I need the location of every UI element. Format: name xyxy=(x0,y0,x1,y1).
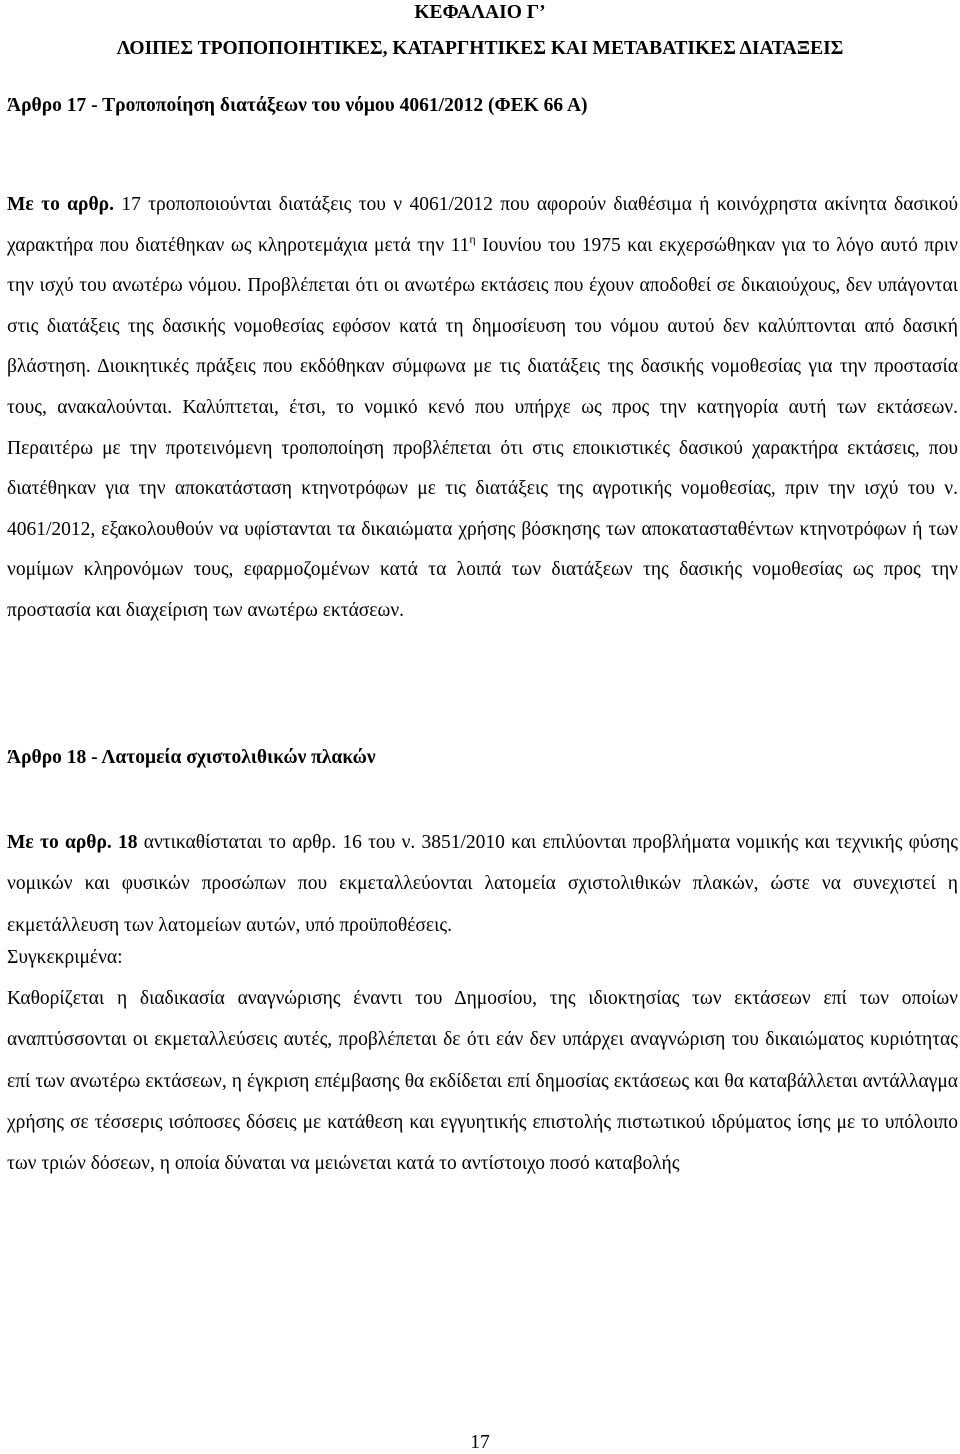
page-number: 17 xyxy=(470,1432,490,1453)
article-17-lead: Με το αρθρ. xyxy=(7,194,114,215)
article-17-text-b: Ιουνίου του 1975 και εκχερσώθηκαν για το λόγο αυτό πριν την ισχύ του ανωτέρω νόμου. Προβλέπεται ότι οι ανωτέρω εκτάσεις που έχουν αποδοθεί σε δικαιούχους, δεν υπάγονται στις διατάξεις της δασικής νομοθεσίας εφόσον κατά τη δημοσίευση του νόμου αυτού δεν καλύπτονται από δασική βλάστηση. Διοικητικές πράξεις που εκδόθηκαν σύμφωνα με τις διατάξεις της δασικής νομοθεσίας για την προστασία τους, ανακαλούνται. Καλύπτεται, έτσι, το νομικό κενό που υπήρχε ως προς την κατηγορία αυτή των εκτάσεων. Περαιτέρω με την προτεινόμενη τροποποίηση προβλέπεται ότι στις εποικιστικές δασικού χαρακτήρα εκτάσεις, που διατέθηκαν για την αποκατάσταση κτηνοτρόφων με τις διατάξεις της αγροτικής νομοθεσίας, πριν την ισχύ του ν. 4061/2012, εξακολουθούν να υφίστανται τα δικαιώματα χρήσης βόσκησης των αποκατασταθέντων κτηνοτρόφων ή των νομίμων κληρονόμων τους, εφαρμοζομένων κατά τα λοιπά των διατάξεων της δασικής νομοθεσίας ως προς την προστασία και διαχείριση των ανωτέρω εκτάσεων. xyxy=(7,234,958,621)
article-17-heading: Άρθρο 17 - Τροποποίηση διατάξεων του νόμου 4061/2012 (ΦΕΚ 66 Α) xyxy=(7,95,588,116)
article-17-body xyxy=(7,185,958,632)
specifically-label: Συγκεκριμένα: xyxy=(7,947,123,968)
chapter-title: ΛΟΙΠΕΣ ΤΡΟΠΟΠΟΙΗΤΙΚΕΣ, ΚΑΤΑΡΓΗΤΙΚΕΣ ΚΑΙ ΜΕΤΑΒΑΤΙΚΕΣ ΔΙΑΤΑΞΕΙΣ xyxy=(116,38,844,59)
article-18-body: Καθορίζεται η διαδικασία αναγνώρισης έναντι του Δημοσίου, της ιδιοκτησίας των εκτάσεων επί των οποίων αναπτύσσονται οι εκμεταλλεύσεις αυτές, προβλέπεται δε ότι εάν δεν υπάρχει αναγνώριση του δικαιώματος κυριότητας επί των ανωτέρω εκτάσεων, η έγκριση επέμβασης θα εκδίδεται επί δημοσίας εκτάσεως και θα καταβάλλεται αντάλλαγμα χρήσης σε τέσσερις ισόποσες δόσεις με κατάθεση και εγγυητικής επιστολής πιστωτικού ιδρύματος ίσης με το υπόλοιπο των τριών δόσεων, η οποία δύναται να μειώνεται κατά το αντίστοιχο ποσό καταβολής xyxy=(7,988,958,1175)
article-17-text-a: 17 τροποποιούνται διατάξεις του ν 4061/2012 που αφορούν διαθέσιμα ή κοινόχρηστα ακίνητα δασικού χαρακτήρα που διατέθηκαν ως κληροτεμάχια μετά την 11 xyxy=(7,194,958,256)
ordinal-superscript: η xyxy=(469,231,476,246)
article-18-intro xyxy=(7,822,958,936)
article-18-heading: Άρθρο 18 - Λατομεία σχιστολιθικών πλακών xyxy=(7,747,376,768)
chapter-number: ΚΕΦΑΛΑΙΟ Γ’ xyxy=(414,2,546,23)
article-18-lead: Με το αρθρ. 18 xyxy=(7,832,138,853)
article-18-text: αντικαθίσταται το αρθρ. 16 του ν. 3851/2010 και επιλύονται προβλήματα νομικής και τεχνικής φύσης νομικών και φυσικών προσώπων που εκμεταλλεύονται λατομεία σχιστολιθικών πλακών, ώστε να συνεχιστεί η εκμετάλλευση των λατομείων αυτών, υπό προϋποθέσεις. xyxy=(7,832,958,936)
